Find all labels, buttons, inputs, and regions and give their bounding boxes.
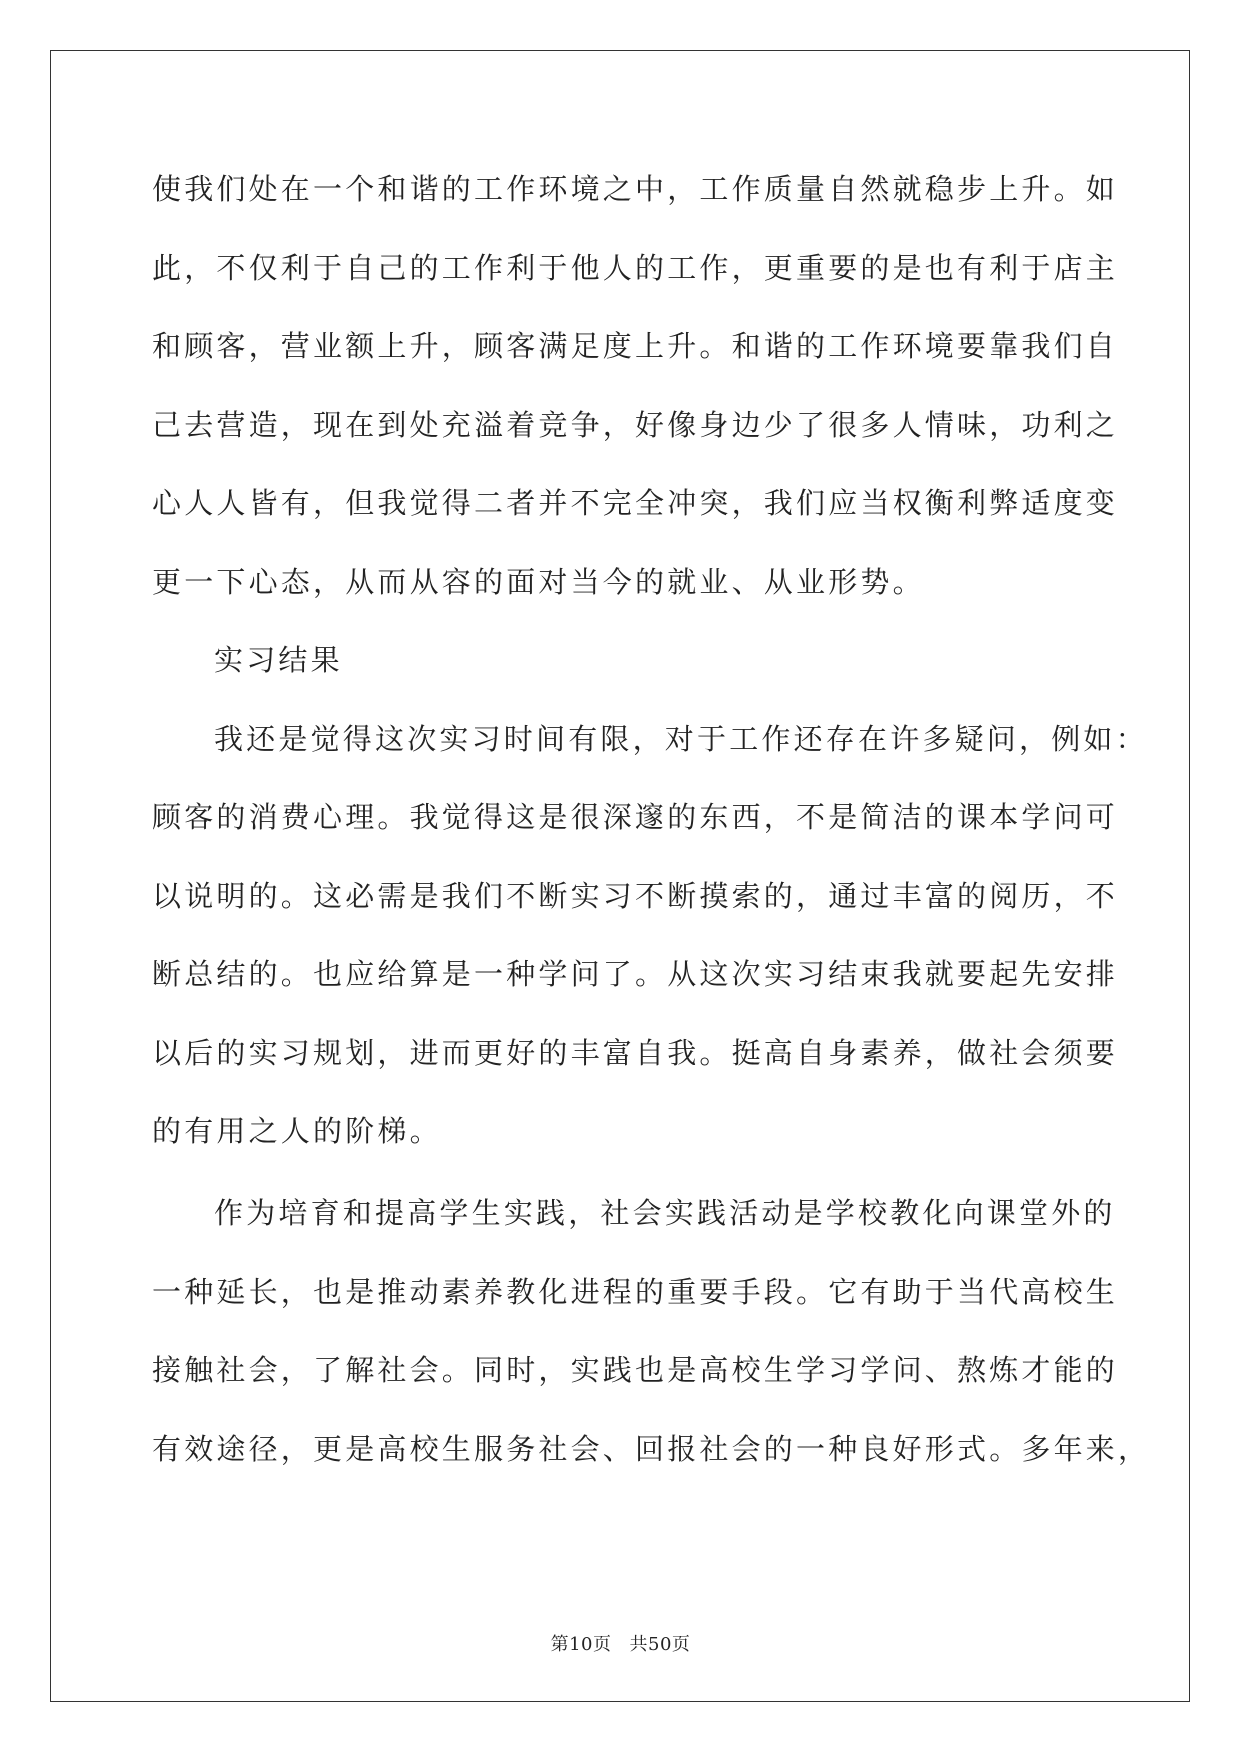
text-line: 更一下心态，从而从容的面对当今的就业、从业形势。	[152, 564, 925, 599]
page-total: 共50页	[629, 1634, 691, 1655]
page-footer	[0, 1630, 1241, 1656]
text-line: 作为培育和提高学生实践，社会实践活动是学校教化向课堂外的	[214, 1196, 1116, 1230]
text-line: 一种延长，也是推动素养教化进程的重要手段。它有助于当代高校生	[152, 1274, 1119, 1309]
text-line: 的有用之人的阶梯。	[152, 1114, 442, 1148]
text-line: 此，不仅利于自己的工作利于他人的工作，更重要的是也有利于店主	[152, 250, 1119, 285]
text-line: 顾客的消费心理。我觉得这是很深邃的东西，不是简洁的课本学问可	[152, 800, 1119, 834]
text-line: 以说明的。这必需是我们不断实习不断摸索的，通过丰富的阅历，不	[152, 878, 1119, 913]
page-number: 第10页	[550, 1634, 612, 1655]
text-line: 接触社会，了解社会。同时，实践也是高校生学习学问、熬炼才能的	[152, 1353, 1119, 1387]
text-line: 和顾客，营业额上升，顾客满足度上升。和谐的工作环境要靠我们自	[152, 329, 1119, 363]
text-line: 有效途径，更是高校生服务社会、回报社会的一种良好形式。多年来，	[152, 1431, 1151, 1466]
text-line: 以后的实习规划，进而更好的丰富自我。挺高自身素养，做社会须要	[152, 1035, 1119, 1070]
text-line: 我还是觉得这次实习时间有限，对于工作还存在许多疑问，例如：	[214, 721, 1148, 756]
section-heading: 实习结果	[214, 643, 343, 677]
text-line: 心人人皆有，但我觉得二者并不完全冲突，我们应当权衡利弊适度变	[152, 486, 1119, 520]
document-body	[152, 167, 1151, 1505]
text-line: 己去营造，现在到处充溢着竞争，好像身边少了很多人情味，功利之	[152, 407, 1119, 442]
text-line: 使我们处在一个和谐的工作环境之中，工作质量自然就稳步上升。如	[152, 172, 1119, 206]
text-line: 断总结的。也应给算是一种学问了。从这次实习结束我就要起先安排	[152, 957, 1119, 991]
